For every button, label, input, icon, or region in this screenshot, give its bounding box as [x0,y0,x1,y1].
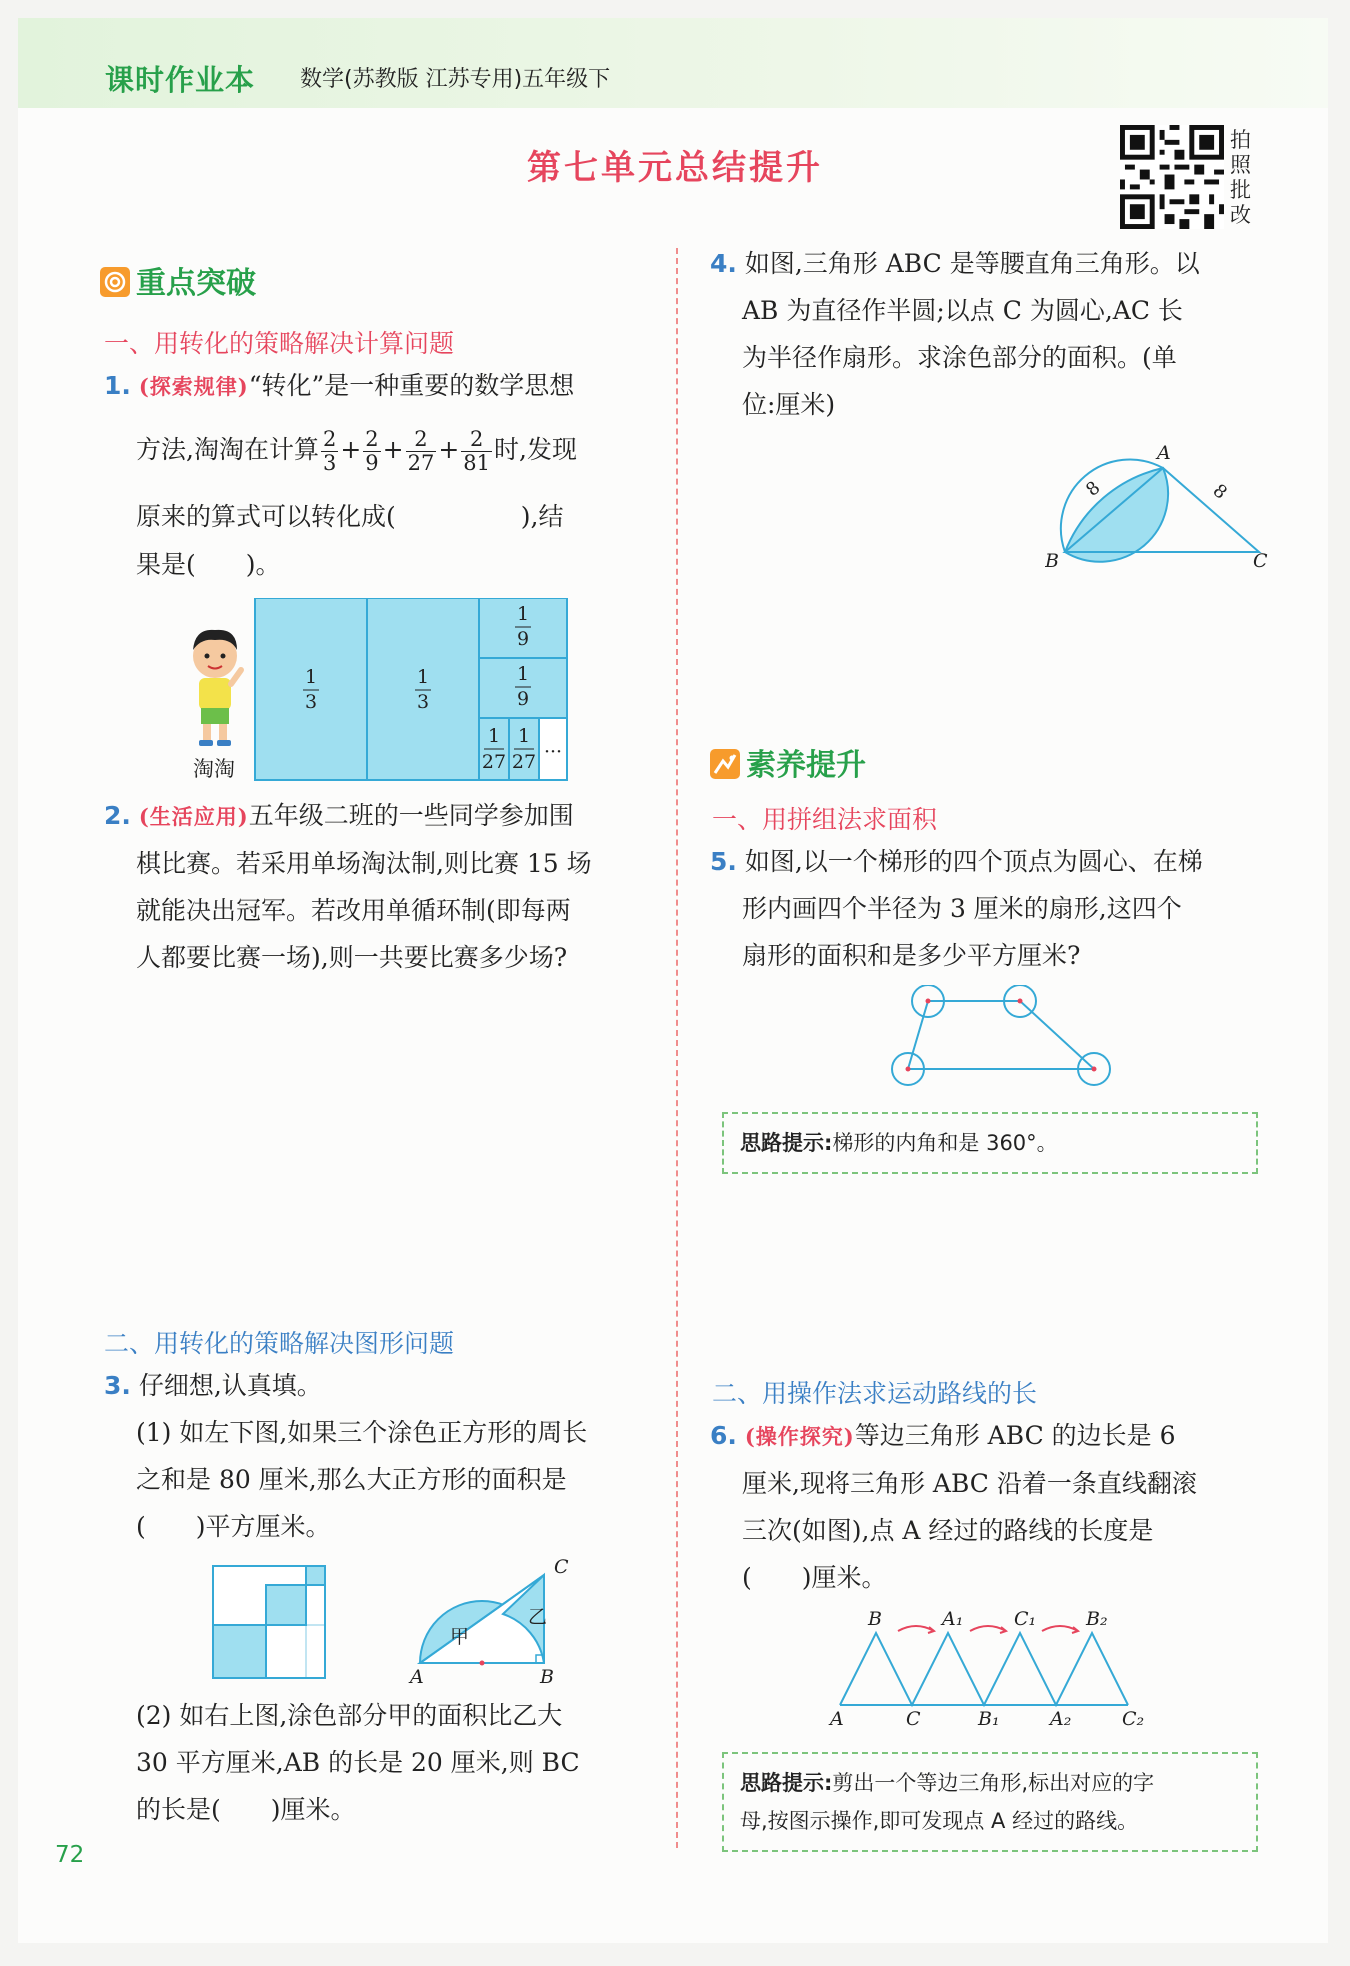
isosceles-triangle-figure [1045,435,1270,575]
squares-figure [212,1565,327,1680]
character-name: 淘淘 [193,757,235,781]
qr-caption: 拍 照 批 改 [1230,128,1251,227]
hint-box-q5: 思路提示:梯形的内角和是 360°。 [722,1112,1258,1174]
question-3: 3. 仔细想,认真填。 (1) 如左下图,如果三个涂色正方形的周长 之和是 80 厘米,那么大正方形的面积是 ( )平方厘米。 [104,1371,588,1541]
brand-title: 课时作业本 [105,63,256,97]
svg-text:27: 27 [481,751,507,773]
svg-text:3: 3 [416,691,430,713]
question-5: 5. 如图,以一个梯形的四个顶点为圆心、在梯 形内画四个半径为 3 厘米的扇形,这四个 扇形的面积和是多少平方厘米? [710,847,1203,970]
svg-text:A₁: A₁ [942,1608,964,1630]
svg-text:8: 8 [1208,480,1231,504]
svg-text:3: 3 [304,691,318,713]
climbing-icon [710,749,740,779]
hint-box-q6: 思路提示:剪出一个等边三角形,标出对应的字 母,按图示操作,即可发现点 A 经过的路线。 [722,1752,1258,1852]
question-1: 1. (探索规律)“转化”是一种重要的数学思想 [104,371,575,400]
svg-text:A: A [1157,442,1171,464]
svg-text:甲: 甲 [450,1626,470,1648]
svg-text:C: C [906,1708,921,1730]
question-1-expression: 方法,淘淘在计算 $\frac{2}{3}$ + $\frac{2}{9}$ + $\frac{2}{27}$ + $\frac{2}{81}$ 时,发现 [136,427,577,475]
subsection-area: 一、用拼组法求面积 [712,805,938,834]
unit-title: 第七单元总结提升 [527,148,823,188]
subsection-calc: 一、用转化的策略解决计算问题 [104,329,455,358]
question-1-line4: 果是( )。 [136,550,281,579]
svg-text:A₂: A₂ [1050,1708,1072,1730]
book-subtitle: 数学(苏教版 江苏专用)五年级下 [300,67,611,92]
svg-text:9: 9 [516,688,530,710]
svg-text:1: 1 [487,725,501,747]
section-improvement: 素养提升 [710,740,866,784]
page-number: 72 [55,1842,85,1868]
svg-text:C: C [554,1556,569,1578]
svg-text:乙: 乙 [528,1606,548,1628]
svg-text:B: B [868,1608,882,1630]
svg-text:B₁: B₁ [978,1708,1000,1730]
question-4: 4. 如图,三角形 ABC 是等腰直角三角形。以 AB 为直径作半圆;以点 C 为圆心,AC 长 为半径作扇形。求涂色部分的面积。(单 位:厘米) [710,249,1200,419]
taotao-character [193,630,241,781]
svg-text:8: 8 [1082,477,1105,501]
section-key-points: 重点突破 [100,258,256,302]
semicircle-triangle-figure [408,1555,583,1690]
svg-text:···: ··· [543,741,563,763]
svg-text:A: A [410,1666,424,1688]
fraction-area-figure [175,598,610,793]
svg-text:9: 9 [516,628,530,650]
rolling-triangles-figure [820,1605,1180,1730]
question-3-part2: (2) 如右上图,涂色部分甲的面积比乙大 30 平方厘米,AB 的长是 20 厘米,则 BC 的长是( )厘米。 [136,1701,580,1824]
svg-text:B: B [540,1666,554,1688]
trapezoid-figure [880,985,1120,1090]
subsection-geometry: 二、用转化的策略解决图形问题 [104,1329,455,1358]
svg-text:B₂: B₂ [1086,1608,1108,1630]
column-divider [676,248,678,1848]
subsection-path: 二、用操作法求运动路线的长 [712,1379,1038,1408]
qr-code[interactable] [1120,125,1224,229]
svg-text:1: 1 [304,666,318,688]
svg-text:C₂: C₂ [1122,1708,1145,1730]
question-6: 6. (操作探究)等边三角形 ABC 的边长是 6 厘米,现将三角形 ABC 沿着一条直线翻滚 三次(如图),点 A 经过的路线的长度是 ( )厘米。 [710,1421,1197,1592]
svg-text:C₁: C₁ [1014,1608,1037,1630]
svg-text:1: 1 [516,663,530,685]
svg-text:27: 27 [511,751,537,773]
svg-text:1: 1 [516,603,530,625]
svg-text:C: C [1253,550,1268,572]
svg-text:1: 1 [416,666,430,688]
svg-text:B: B [1045,550,1059,572]
svg-text:1: 1 [517,725,531,747]
svg-text:A: A [830,1708,844,1730]
question-2: 2. (生活应用)五年级二班的一些同学参加围 棋比赛。若采用单场淘汰制,则比赛 15 场 就能决出冠军。若改用单循环制(即每两 人都要比赛一场),则一共要比赛多少场? [104,801,592,972]
spiral-icon [100,267,130,297]
question-1-line3: 原来的算式可以转化成( ),结 [136,502,564,531]
